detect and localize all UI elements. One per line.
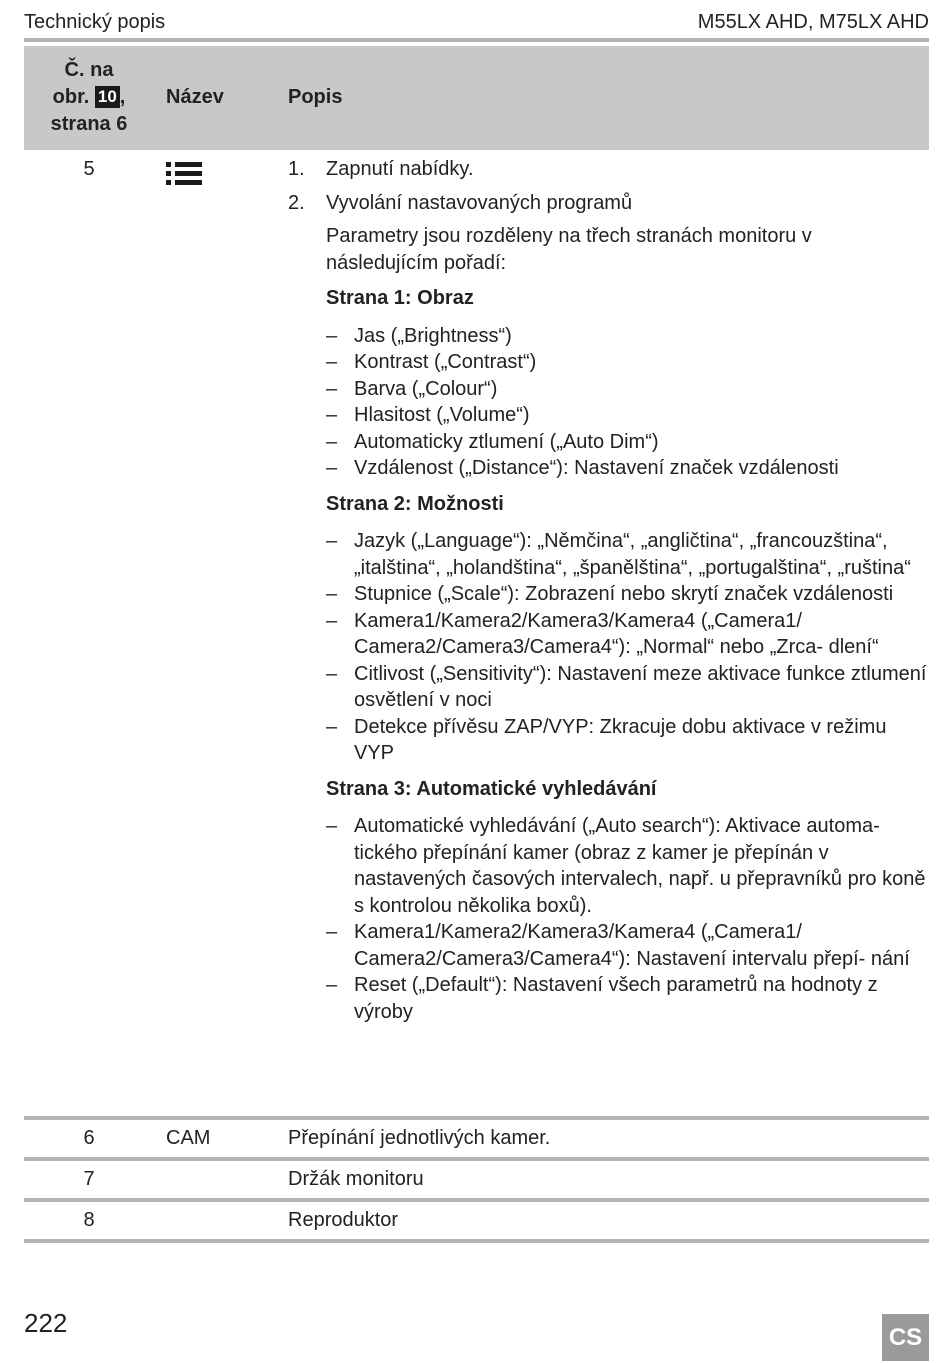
row-name: CAM: [166, 1127, 211, 1149]
bullet-text: Jas („Brightness“): [354, 324, 512, 347]
page-heading: Strana 3: Automatické vyhledávání: [326, 777, 657, 800]
list-item: – Hlasitost („Volume“): [326, 404, 530, 426]
section-title: Technický popis: [24, 11, 166, 33]
list-item: – Jas („Brightness“): [326, 324, 512, 347]
row-number: 5: [83, 158, 95, 180]
column-header-number-line1: Č. na: [64, 59, 114, 81]
list-text: Vyvolání nastavovaných programů: [326, 191, 633, 214]
list-number: 1.: [288, 158, 305, 180]
page-number: 222: [24, 1308, 68, 1338]
list-item: – Automaticky ztlumení („Auto Dim“): [326, 430, 659, 453]
row-description: [288, 156, 928, 1034]
table-header: [24, 46, 929, 150]
column-header-number: [24, 57, 154, 138]
column-header-comma: ,: [119, 86, 126, 108]
bullet-text: Stupnice („Scale“): Zobrazení nebo skrytí značek vzdálenosti: [354, 583, 894, 605]
list-item: [288, 190, 928, 217]
column-header-obr: obr.: [52, 86, 90, 108]
bullet-text: Vzdálenost („Distance“): Nastavení značek vzdálenosti: [354, 457, 839, 479]
menu-list-icon: [166, 162, 202, 186]
running-header: [24, 6, 929, 36]
table-row: [24, 1161, 929, 1198]
column-header-description: Popis: [288, 86, 343, 108]
list-item: – Detekce přívěsu ZAP/VYP: Zkracuje dobu aktivace v režimu VYP: [326, 715, 887, 764]
bullet-list: [326, 813, 928, 1025]
list-item: [288, 156, 928, 183]
intro-paragraph: Parametry jsou rozděleny na třech stranách monitoru v následujícím pořadí:: [326, 225, 812, 274]
bullet-list: [326, 528, 928, 767]
row-number: 8: [83, 1209, 95, 1231]
list-item: – Vzdálenost („Distance“): Nastavení značek vzdálenosti: [326, 457, 839, 479]
bullet-text: Barva („Colour“): [354, 377, 498, 400]
list-item: – Kontrast („Contrast“): [326, 351, 537, 373]
row-number: 6: [83, 1127, 95, 1149]
bullet-text: Reset („Default“): Nastavení všech parametrů na hodnoty z výroby: [354, 974, 878, 1023]
table-row: [24, 1202, 929, 1239]
bullet-text: Kamera1/Kamera2/Kamera3/Kamera4 („Camera1/ Camera2/Camera3/Camera4“): Nastavení intervalu přepí- nání: [354, 921, 910, 970]
column-header-number-line3: strana 6: [50, 113, 128, 135]
column-header-number-line2: [24, 84, 154, 111]
list-item: – Automatické vyhledávání („Auto search“): Aktivace automa- tického přepínání kamer (obraz z kamer je přepínán v nastavených časových intervalech, např. u přepravníků pro koně s kontrolou několika boxů).: [326, 815, 926, 917]
row-divider: [24, 1239, 929, 1243]
bullet-text: Automatické vyhledávání („Auto search“): Aktivace automa- tického přepínání kamer (obraz z kamer je přepínán v nastavených časových intervalech, např. u přepravníků pro koně s kontrolou několika boxů).: [354, 815, 926, 917]
bullet-text: Hlasitost („Volume“): [354, 404, 530, 426]
table-row: [24, 150, 929, 1116]
list-text: Zapnutí nabídky.: [326, 158, 474, 180]
list-item: – Jazyk („Language“): „Němčina“, „angličtina“, „francouzština“, „italština“, „holandština“, „španělština“, „portugalština“, „ruština“: [326, 530, 911, 579]
bullet-text: Detekce přívěsu ZAP/VYP: Zkracuje dobu aktivace v režimu VYP: [354, 715, 887, 764]
bullet-text: Jazyk („Language“): „Němčina“, „angličtina“, „francouzština“, „italština“, „holandština“, „španělština“, „portugalština“, „ruština“: [354, 530, 911, 579]
row-number: 7: [83, 1168, 95, 1190]
list-item: – Kamera1/Kamera2/Kamera3/Kamera4 („Camera1/ Camera2/Camera3/Camera4“): Nastavení intervalu přepí- nání: [326, 921, 910, 970]
figure-number-badge: 10: [95, 86, 120, 108]
row-description: Přepínání jednotlivých kamer.: [288, 1127, 551, 1149]
bullet-list: [326, 323, 928, 482]
header-rule: [24, 38, 929, 42]
list-number: 2.: [288, 191, 305, 214]
description-table: [24, 46, 929, 1243]
list-item: – Reset („Default“): Nastavení všech parametrů na hodnoty z výroby: [326, 974, 878, 1023]
row-description: Reproduktor: [288, 1209, 399, 1231]
page-heading: Strana 2: Možnosti: [326, 492, 504, 515]
table-row: [24, 1120, 929, 1157]
row-description: Držák monitoru: [288, 1168, 424, 1190]
parameter-pages: [288, 223, 928, 1025]
model-title: M55LX AHD, M75LX AHD: [697, 11, 929, 33]
column-header-name: Název: [166, 86, 224, 108]
language-badge: CS: [882, 1314, 929, 1361]
list-item: – Barva („Colour“): [326, 377, 498, 400]
list-item: – Stupnice („Scale“): Zobrazení nebo skrytí značek vzdálenosti: [326, 583, 894, 605]
bullet-text: Automaticky ztlumení („Auto Dim“): [354, 430, 659, 453]
bullet-text: Kontrast („Contrast“): [354, 351, 537, 373]
bullet-text: Kamera1/Kamera2/Kamera3/Kamera4 („Camera1/ Camera2/Camera3/Camera4“): „Normal“ nebo „Zrca- dlení“: [354, 609, 879, 658]
bullet-text: Citlivost („Sensitivity“): Nastavení meze aktivace funkce ztlumení osvětlení v noci: [354, 662, 927, 711]
list-item: – Kamera1/Kamera2/Kamera3/Kamera4 („Camera1/ Camera2/Camera3/Camera4“): „Normal“ nebo „Zrca- dlení“: [326, 609, 879, 658]
list-item: – Citlivost („Sensitivity“): Nastavení meze aktivace funkce ztlumení osvětlení v noci: [326, 662, 927, 711]
page-heading: Strana 1: Obraz: [326, 287, 474, 309]
